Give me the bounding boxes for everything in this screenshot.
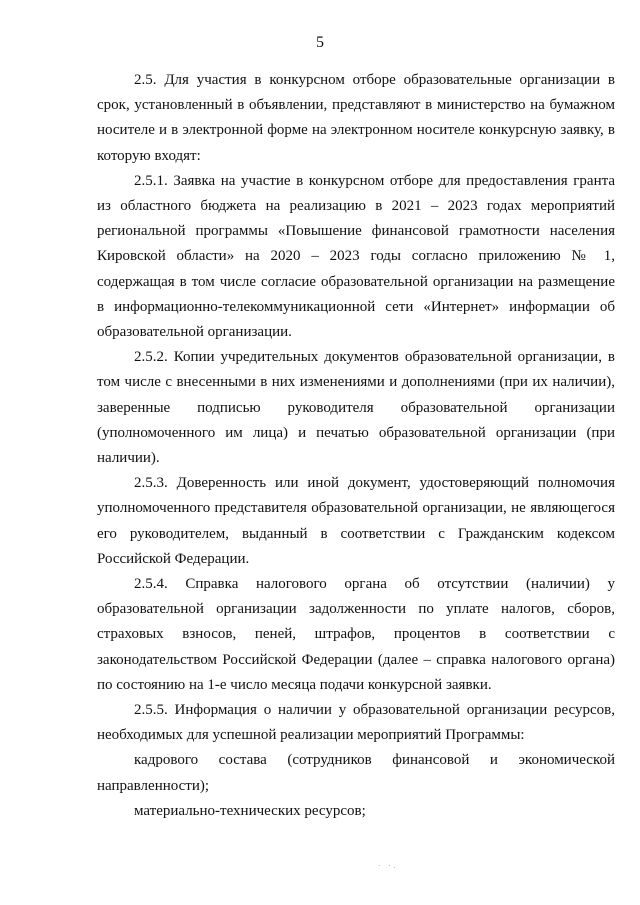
paragraph-2-5: 2.5. Для участия в конкурсном отборе образовательные организации в срок, установленный в объявлении, представляют в министерство на бумажном носителе и в электронной форме на электронном носителе конкурсную заявку, в которую входят:: [97, 72, 615, 164]
paragraph-resources: материально-технических ресурсов;: [134, 802, 366, 819]
paragraph-2-5-1: 2.5.1. Заявка на участие в конкурсном отборе для предоставления гранта из областного бюджета на реализацию в 2021 – 2023 годах мероприятий региональной программы «Повышение финансовой грамотности населения Кировской области» на 2020 – 2023 годы согласно приложению № 1, содержащая в том числе согласие образовательной организации на размещение в информационно-телекоммуникационной сети «Интернет» информации об образовательной организации.: [97, 172, 615, 341]
scan-speck: · ·.: [378, 862, 399, 870]
paragraph-2-5-4: 2.5.4. Справка налогового органа об отсутствии (наличии) у образовательной организации задолженности по уплате налогов, сборов, страховых взносов, пеней, штрафов, процентов в соответствии с законодательством Российской Федерации (далее – справка налогового органа) по состоянию на 1-е число месяца подачи конкурсной заявки.: [97, 576, 615, 693]
paragraph-2-5-2: 2.5.2. Копии учредительных документов образовательной организации, в том числе с внесенными в них изменениями и дополнениями (при их наличии), заверенные подписью руководителя образовательной организации (уполномоченного им лица) и печатью образовательной организации (при наличии).: [97, 349, 615, 467]
document-body: [97, 68, 615, 824]
paragraph-staff: кадрового состава (сотрудников финансовой и экономической направленности);: [97, 752, 615, 794]
page-number: 5: [316, 34, 324, 51]
paragraph-2-5-3: 2.5.3. Доверенность или иной документ, удостоверяющий полномочия уполномоченного представителя образовательной организации, не являющегося его руководителем, выданный в соответствии с Гражданским кодексом Российской Федерации.: [97, 475, 615, 567]
paragraph-2-5-5: 2.5.5. Информация о наличии у образовательной организации ресурсов, необходимых для успешной реализации мероприятий Программы:: [97, 702, 615, 744]
